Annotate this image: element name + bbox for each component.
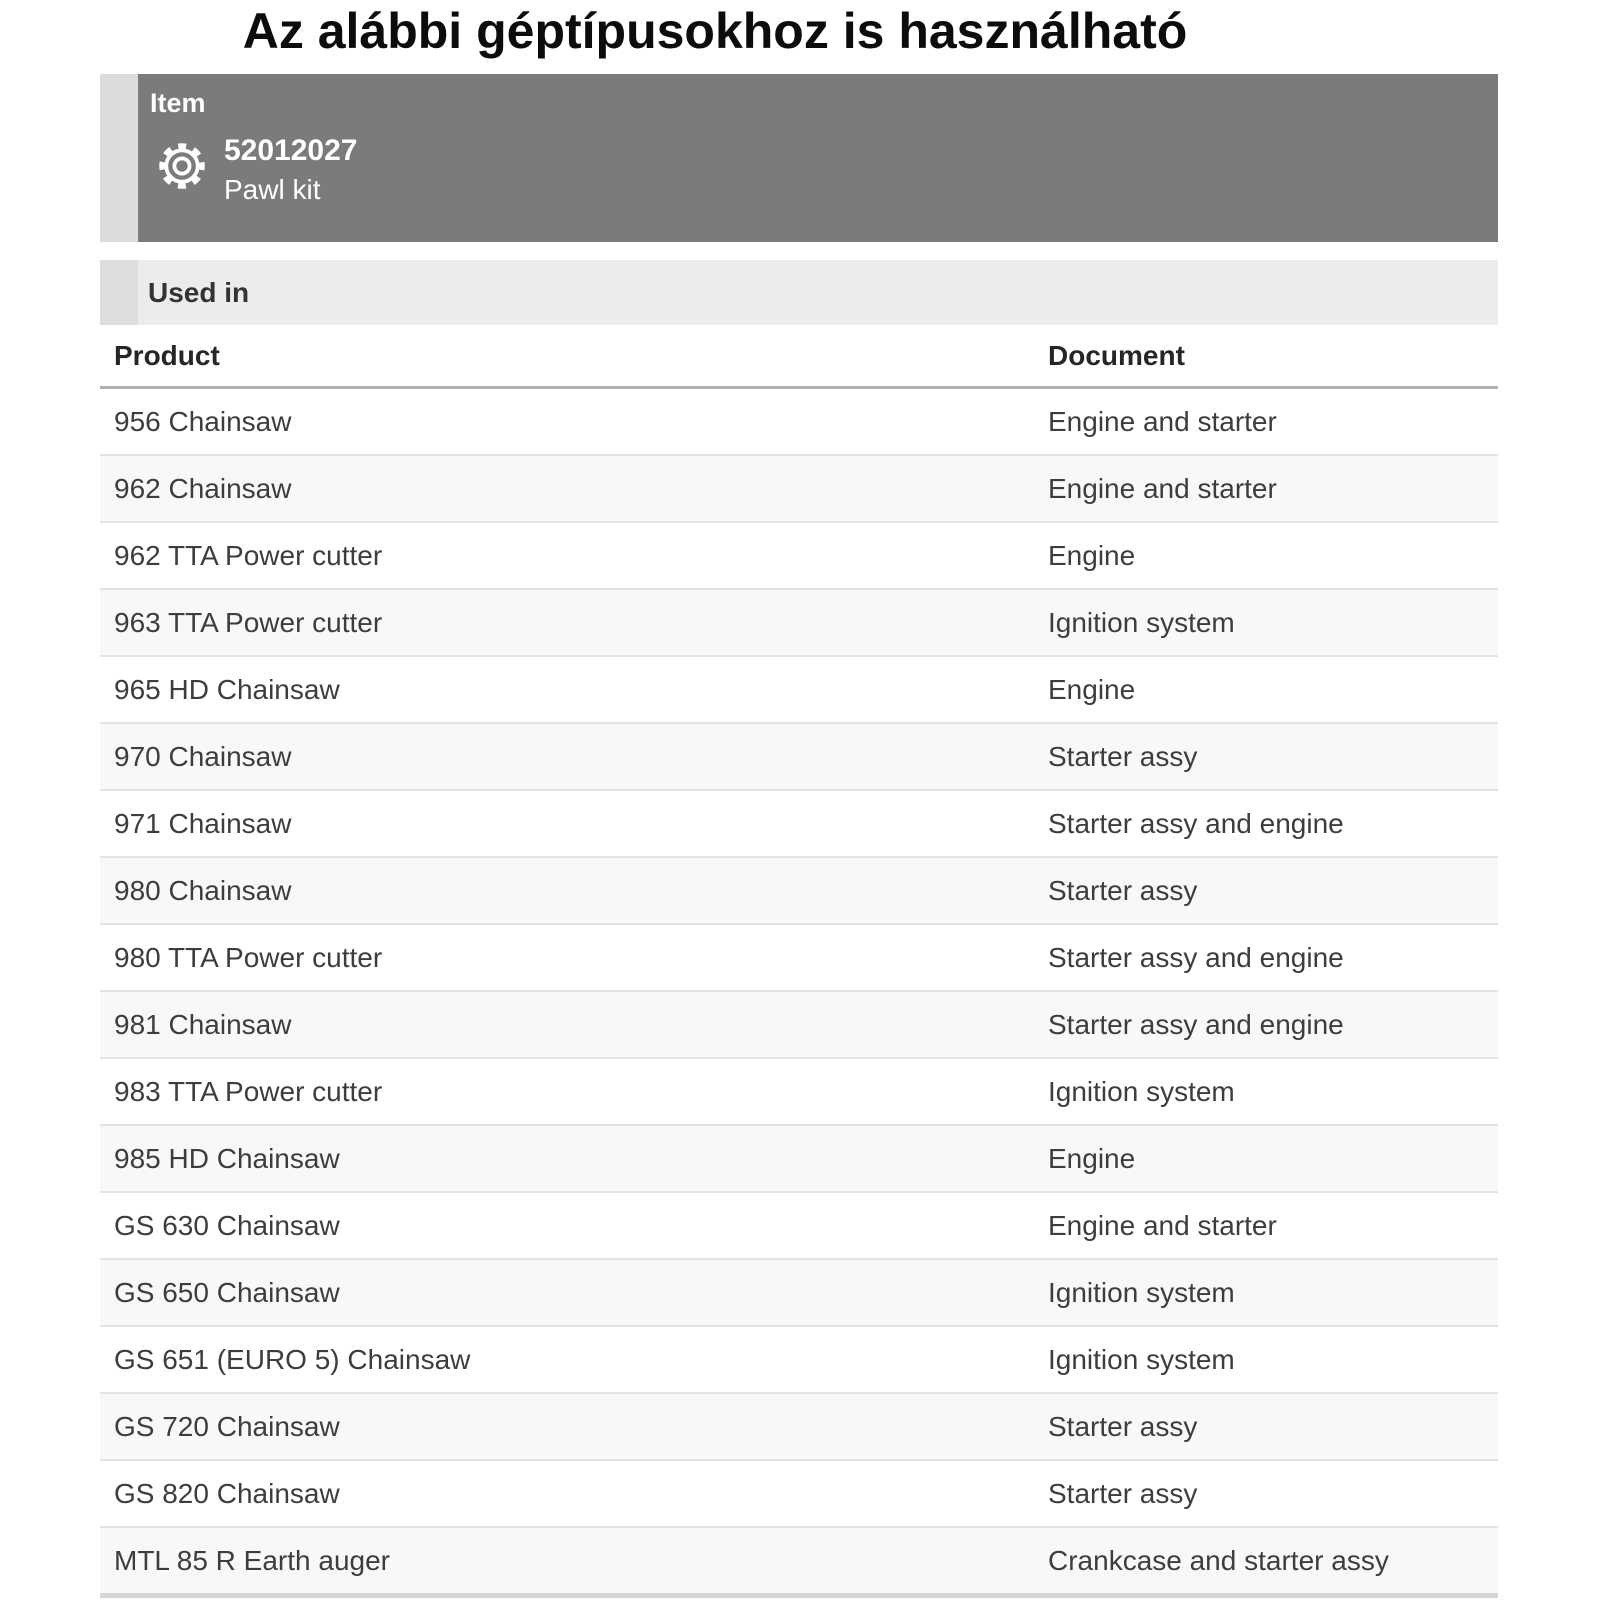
product-cell: 985 HD Chainsaw bbox=[114, 1143, 340, 1174]
product-cell: 980 TTA Power cutter bbox=[114, 942, 383, 973]
product-cell: 965 HD Chainsaw bbox=[114, 674, 340, 705]
document-cell: Engine bbox=[1048, 1143, 1136, 1174]
table-row bbox=[100, 523, 1498, 590]
column-header-document: Document bbox=[1048, 340, 1185, 371]
table-row bbox=[100, 590, 1498, 657]
item-panel-body bbox=[138, 74, 1498, 242]
product-cell: 981 Chainsaw bbox=[114, 1009, 292, 1040]
product-cell: 963 TTA Power cutter bbox=[114, 607, 383, 638]
document-cell: Starter assy and engine bbox=[1048, 808, 1344, 839]
document-cell: Engine and starter bbox=[1048, 473, 1277, 504]
document-cell: Ignition system bbox=[1048, 1277, 1235, 1308]
used-in-label: Used in bbox=[148, 277, 250, 308]
document-cell: Crankcase and starter assy bbox=[1048, 1545, 1389, 1576]
document-cell: Ignition system bbox=[1048, 1344, 1235, 1375]
table-body bbox=[100, 389, 1498, 1598]
table-row bbox=[100, 1260, 1498, 1327]
product-cell: GS 651 (EURO 5) Chainsaw bbox=[114, 1344, 471, 1375]
product-cell: 971 Chainsaw bbox=[114, 808, 292, 839]
table-row bbox=[100, 1327, 1498, 1394]
page-title: Az alábbi géptípusokhoz is használható bbox=[242, 3, 1188, 59]
document-cell: Starter assy bbox=[1048, 1411, 1198, 1442]
product-cell: GS 820 Chainsaw bbox=[114, 1478, 340, 1509]
product-cell: GS 630 Chainsaw bbox=[114, 1210, 340, 1241]
used-in-bar-body bbox=[138, 260, 1498, 325]
product-cell: 962 TTA Power cutter bbox=[114, 540, 383, 571]
table-header-row bbox=[100, 325, 1498, 389]
table-row bbox=[100, 724, 1498, 791]
table-row bbox=[100, 1528, 1498, 1598]
document-cell: Engine bbox=[1048, 540, 1136, 571]
document-cell: Ignition system bbox=[1048, 1076, 1235, 1107]
table-row bbox=[100, 1193, 1498, 1260]
table-row bbox=[100, 992, 1498, 1059]
product-cell: 980 Chainsaw bbox=[114, 875, 292, 906]
product-cell: GS 720 Chainsaw bbox=[114, 1411, 340, 1442]
document-cell: Engine bbox=[1048, 674, 1136, 705]
product-cell: 970 Chainsaw bbox=[114, 741, 292, 772]
document-cell: Starter assy and engine bbox=[1048, 942, 1344, 973]
document-cell: Starter assy bbox=[1048, 1478, 1198, 1509]
gear-icon bbox=[156, 140, 208, 192]
used-in-section-header bbox=[100, 260, 1498, 325]
item-code: 52012027 bbox=[224, 134, 358, 167]
product-cell: 956 Chainsaw bbox=[114, 406, 292, 437]
table-row bbox=[100, 657, 1498, 724]
item-name: Pawl kit bbox=[224, 174, 321, 205]
table-row bbox=[100, 1059, 1498, 1126]
document-cell: Ignition system bbox=[1048, 607, 1235, 638]
table-row bbox=[100, 858, 1498, 925]
document-cell: Starter assy bbox=[1048, 741, 1198, 772]
column-header-product: Product bbox=[114, 340, 220, 371]
item-panel bbox=[100, 74, 1498, 242]
used-in-table bbox=[100, 325, 1498, 1598]
table-row bbox=[100, 456, 1498, 523]
product-cell: 983 TTA Power cutter bbox=[114, 1076, 383, 1107]
product-cell: GS 650 Chainsaw bbox=[114, 1277, 340, 1308]
product-cell: MTL 85 R Earth auger bbox=[114, 1545, 390, 1576]
table-row bbox=[100, 791, 1498, 858]
document-cell: Starter assy bbox=[1048, 875, 1198, 906]
table-row bbox=[100, 1126, 1498, 1193]
table-row bbox=[100, 1461, 1498, 1528]
table-row bbox=[100, 389, 1498, 456]
product-cell: 962 Chainsaw bbox=[114, 473, 292, 504]
document-cell: Engine and starter bbox=[1048, 406, 1277, 437]
table-row bbox=[100, 925, 1498, 992]
document-cell: Starter assy and engine bbox=[1048, 1009, 1344, 1040]
document-cell: Engine and starter bbox=[1048, 1210, 1277, 1241]
item-label: Item bbox=[150, 88, 206, 118]
table-row bbox=[100, 1394, 1498, 1461]
